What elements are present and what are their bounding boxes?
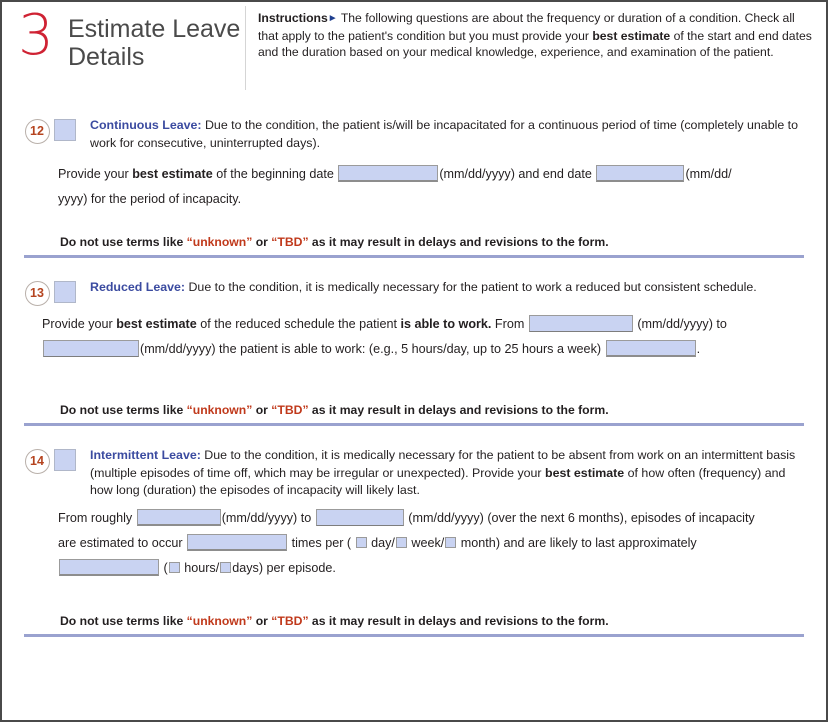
question-14-number-wrap [20,448,54,474]
warning-term-tbd: “TBD” [271,235,309,249]
warning-mid: or [252,235,272,249]
question-12-checkbox-wrap[interactable] [54,116,90,141]
question-12-number-wrap [20,118,54,144]
q13-body-text-2: of the reduced schedule the patient [196,317,401,331]
q13-body-bold-1: best estimate [116,317,197,331]
q14-body-text-1: From roughly [58,510,136,525]
continuous-leave-description: Due to the condition, the patient is/will be incapacitated for a continuous period of time (completely unable to work for consecutive, uninterrupted days). [90,118,799,150]
intermittent-leave-description-1: Due to the condition, it is medically necessary for the patient to be absent from work on an intermittent basis (multiple episodes of time off, which may be irregular or unexpected). Provide your [90,448,796,480]
instructions-label: Instructions [258,11,328,25]
question-13-checkbox-wrap[interactable] [54,278,90,303]
end-date-field[interactable] [596,165,684,182]
warning-term-unknown: “unknown” [186,403,253,417]
q14-option-hours: hours/ [180,560,220,575]
question-number-badge: 14 [25,449,50,474]
question-13-warning [20,402,808,418]
question-12-block [2,116,826,250]
question-12-warning [20,234,808,250]
q14-body-text-2: (mm/dd/yyyy) to [221,510,315,525]
q14-body-text-5: times per ( [288,535,355,550]
intermittent-leave-checkbox[interactable] [54,449,76,471]
warning-prefix: Do not use terms like [60,403,187,417]
q12-body-text-5: yyyy) for the period of incapacity. [58,192,242,206]
section-rule [24,634,804,637]
warning-term-tbd: “TBD” [271,403,309,417]
intermittent-leave-label: Intermittent Leave: [90,448,201,462]
warning-suffix: as it may result in delays and revisions to the form. [308,235,609,249]
duration-days-checkbox[interactable] [220,562,231,573]
reduced-schedule-field[interactable] [606,340,696,357]
intermittent-leave-description-2: of how often (frequency) and how long (duration) the episodes of incapacity will likely last. [90,465,786,497]
intermittent-from-date-field[interactable] [137,509,221,526]
question-12-body [20,162,808,212]
q13-body-text-1: Provide your [42,317,117,331]
continuous-leave-checkbox[interactable] [54,119,76,141]
intermittent-to-date-field[interactable] [316,509,404,526]
per-week-checkbox[interactable] [396,537,407,548]
warning-suffix: as it may result in delays and revisions to the form. [308,403,609,417]
begin-date-field[interactable] [338,165,438,182]
question-13-header-row [20,278,808,306]
question-14-block [2,446,826,629]
question-14-body [20,506,808,581]
question-12-header-row [20,116,808,152]
question-14-header-row [20,446,808,500]
warning-term-tbd: “TBD” [271,613,309,628]
warning-term-unknown: “unknown” [186,235,253,249]
header-divider [245,6,246,90]
instructions-body-2: of the start and end dates and the duration based on your medical knowledge, experience, and examination of the patient. [258,28,812,60]
section-rule [24,255,804,258]
warning-mid: or [252,613,272,628]
question-number-badge: 13 [25,281,50,306]
q14-body-text-4: are estimated to occur [58,535,187,550]
section-title [62,8,240,71]
section-title-line1: Estimate Leave [68,15,241,43]
q14-option-week: week/ [407,535,445,550]
reduced-leave-checkbox[interactable] [54,281,76,303]
q14-option-days: days) per episode. [232,560,336,575]
q13-body-text-5: (mm/dd/yyyy) the patient is able to work: (e.g., 5 hours/day, up to 25 hours a week) [140,342,605,356]
question-14-warning [20,613,808,629]
section-title-line2: Details [68,43,145,71]
reduced-leave-label: Reduced Leave: [90,280,186,294]
question-number-badge: 12 [25,119,50,144]
reduced-leave-description: Due to the condition, it is medically necessary for the patient to work a reduced but consistent schedule. [185,280,757,294]
question-13-text [90,278,808,297]
episode-duration-field[interactable] [59,559,159,576]
q12-body-bold-1: best estimate [132,167,213,181]
q12-body-text-1: Provide your [58,167,133,181]
instructions-body-1: The following questions are about the frequency or duration of a condition. Check all that apply to the patient's condition but you must provide your [258,11,795,43]
q14-option-month: month) and are likely to last approximately [457,535,697,550]
q13-body-text-4: (mm/dd/yyyy) to [633,317,727,331]
question-13-body [20,312,808,362]
question-14-text [90,446,808,500]
q14-option-day: day/ [367,535,395,550]
section-number: 3 [18,3,54,68]
reduced-from-date-field[interactable] [529,315,633,332]
warning-mid: or [252,403,272,417]
intermittent-leave-bold-1: best estimate [545,465,625,480]
q13-body-bold-2: is able to work. [400,317,492,331]
reduced-to-date-field[interactable] [43,340,139,357]
warning-prefix: Do not use terms like [60,613,187,628]
question-13-number-wrap [20,280,54,306]
continuous-leave-label: Continuous Leave: [90,118,202,132]
question-14-checkbox-wrap[interactable] [54,446,90,471]
per-month-checkbox[interactable] [445,537,456,548]
question-12-text [90,116,808,152]
section-rule [24,423,804,426]
instructions-arrow-icon: ► [327,13,338,24]
duration-hours-checkbox[interactable] [169,562,180,573]
warning-suffix: as it may result in delays and revisions to the form. [308,613,609,628]
q13-body-text-6: . [696,342,701,356]
q14-body-text-6: ( [160,560,168,575]
q12-body-text-3: (mm/dd/yyyy) and end date [439,167,596,181]
warning-term-unknown: “unknown” [186,613,253,628]
q12-body-text-2: of the beginning date [212,167,338,181]
warning-prefix: Do not use terms like [60,235,187,249]
section-header [2,2,826,104]
instructions-bold-1: best estimate [592,28,671,43]
episode-frequency-field[interactable] [187,534,287,551]
q14-body-text-3: (mm/dd/yyyy) (over the next 6 months), episodes of incapacity [404,510,755,525]
q13-body-text-3: From [491,317,528,331]
question-13-block [2,278,826,418]
per-day-checkbox[interactable] [356,537,367,548]
q12-body-text-4: (mm/dd/ [685,167,732,181]
instructions-text [258,10,814,61]
